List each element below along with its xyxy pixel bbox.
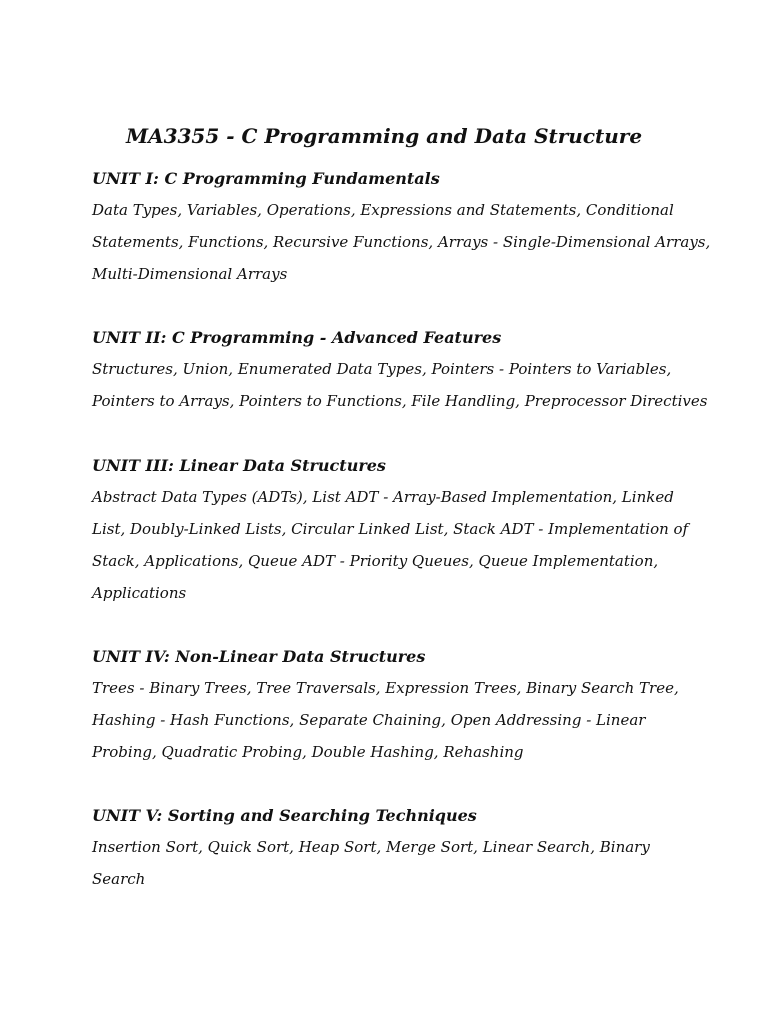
unit-heading: UNIT II: C Programming - Advanced Features: [92, 328, 502, 347]
description-line: Trees - Binary Trees, Tree Traversals, Expression Trees, Binary Search Tree,: [92, 679, 679, 697]
unit-section-3: [92, 455, 692, 609]
description-line: Search: [92, 870, 146, 888]
description-line: Stack, Applications, Queue ADT - Priority Queues, Queue Implementation,: [92, 552, 659, 570]
description-line: Structures, Union, Enumerated Data Types, Pointers - Pointers to Variables,: [92, 360, 672, 378]
unit-section-1: [92, 168, 711, 290]
unit-section-5: [92, 805, 692, 895]
description-line: Probing, Quadratic Probing, Double Hashing, Rehashing: [92, 743, 524, 761]
unit-description: [92, 353, 708, 417]
description-line: Hashing - Hash Functions, Separate Chaining, Open Addressing - Linear: [92, 711, 646, 729]
unit-heading: UNIT I: C Programming Fundamentals: [92, 169, 440, 188]
unit-heading: UNIT IV: Non-Linear Data Structures: [92, 647, 426, 666]
unit-heading: UNIT V: Sorting and Searching Techniques: [92, 806, 477, 825]
description-line: Insertion Sort, Quick Sort, Heap Sort, Merge Sort, Linear Search, Binary: [92, 838, 650, 856]
unit-description: [92, 194, 711, 290]
description-line: Multi-Dimensional Arrays: [92, 265, 288, 283]
description-line: List, Doubly-Linked Lists, Circular Linked List, Stack ADT - Implementation of: [92, 520, 689, 538]
unit-description: [92, 831, 692, 895]
description-line: Applications: [92, 584, 187, 602]
description-line: Pointers to Arrays, Pointers to Functions, File Handling, Preprocessor Directives: [92, 392, 708, 410]
description-line: Data Types, Variables, Operations, Expressions and Statements, Conditional: [92, 201, 674, 219]
document-title: MA3355 - C Programming and Data Structure: [125, 124, 643, 148]
unit-section-2: [92, 327, 708, 417]
description-line: Abstract Data Types (ADTs), List ADT - Array-Based Implementation, Linked: [92, 488, 674, 506]
description-line: Statements, Functions, Recursive Functions, Arrays - Single-Dimensional Arrays,: [92, 233, 711, 251]
unit-section-4: [92, 646, 692, 768]
unit-description: [92, 672, 692, 768]
unit-heading: UNIT III: Linear Data Structures: [92, 456, 386, 475]
unit-description: [92, 481, 692, 609]
